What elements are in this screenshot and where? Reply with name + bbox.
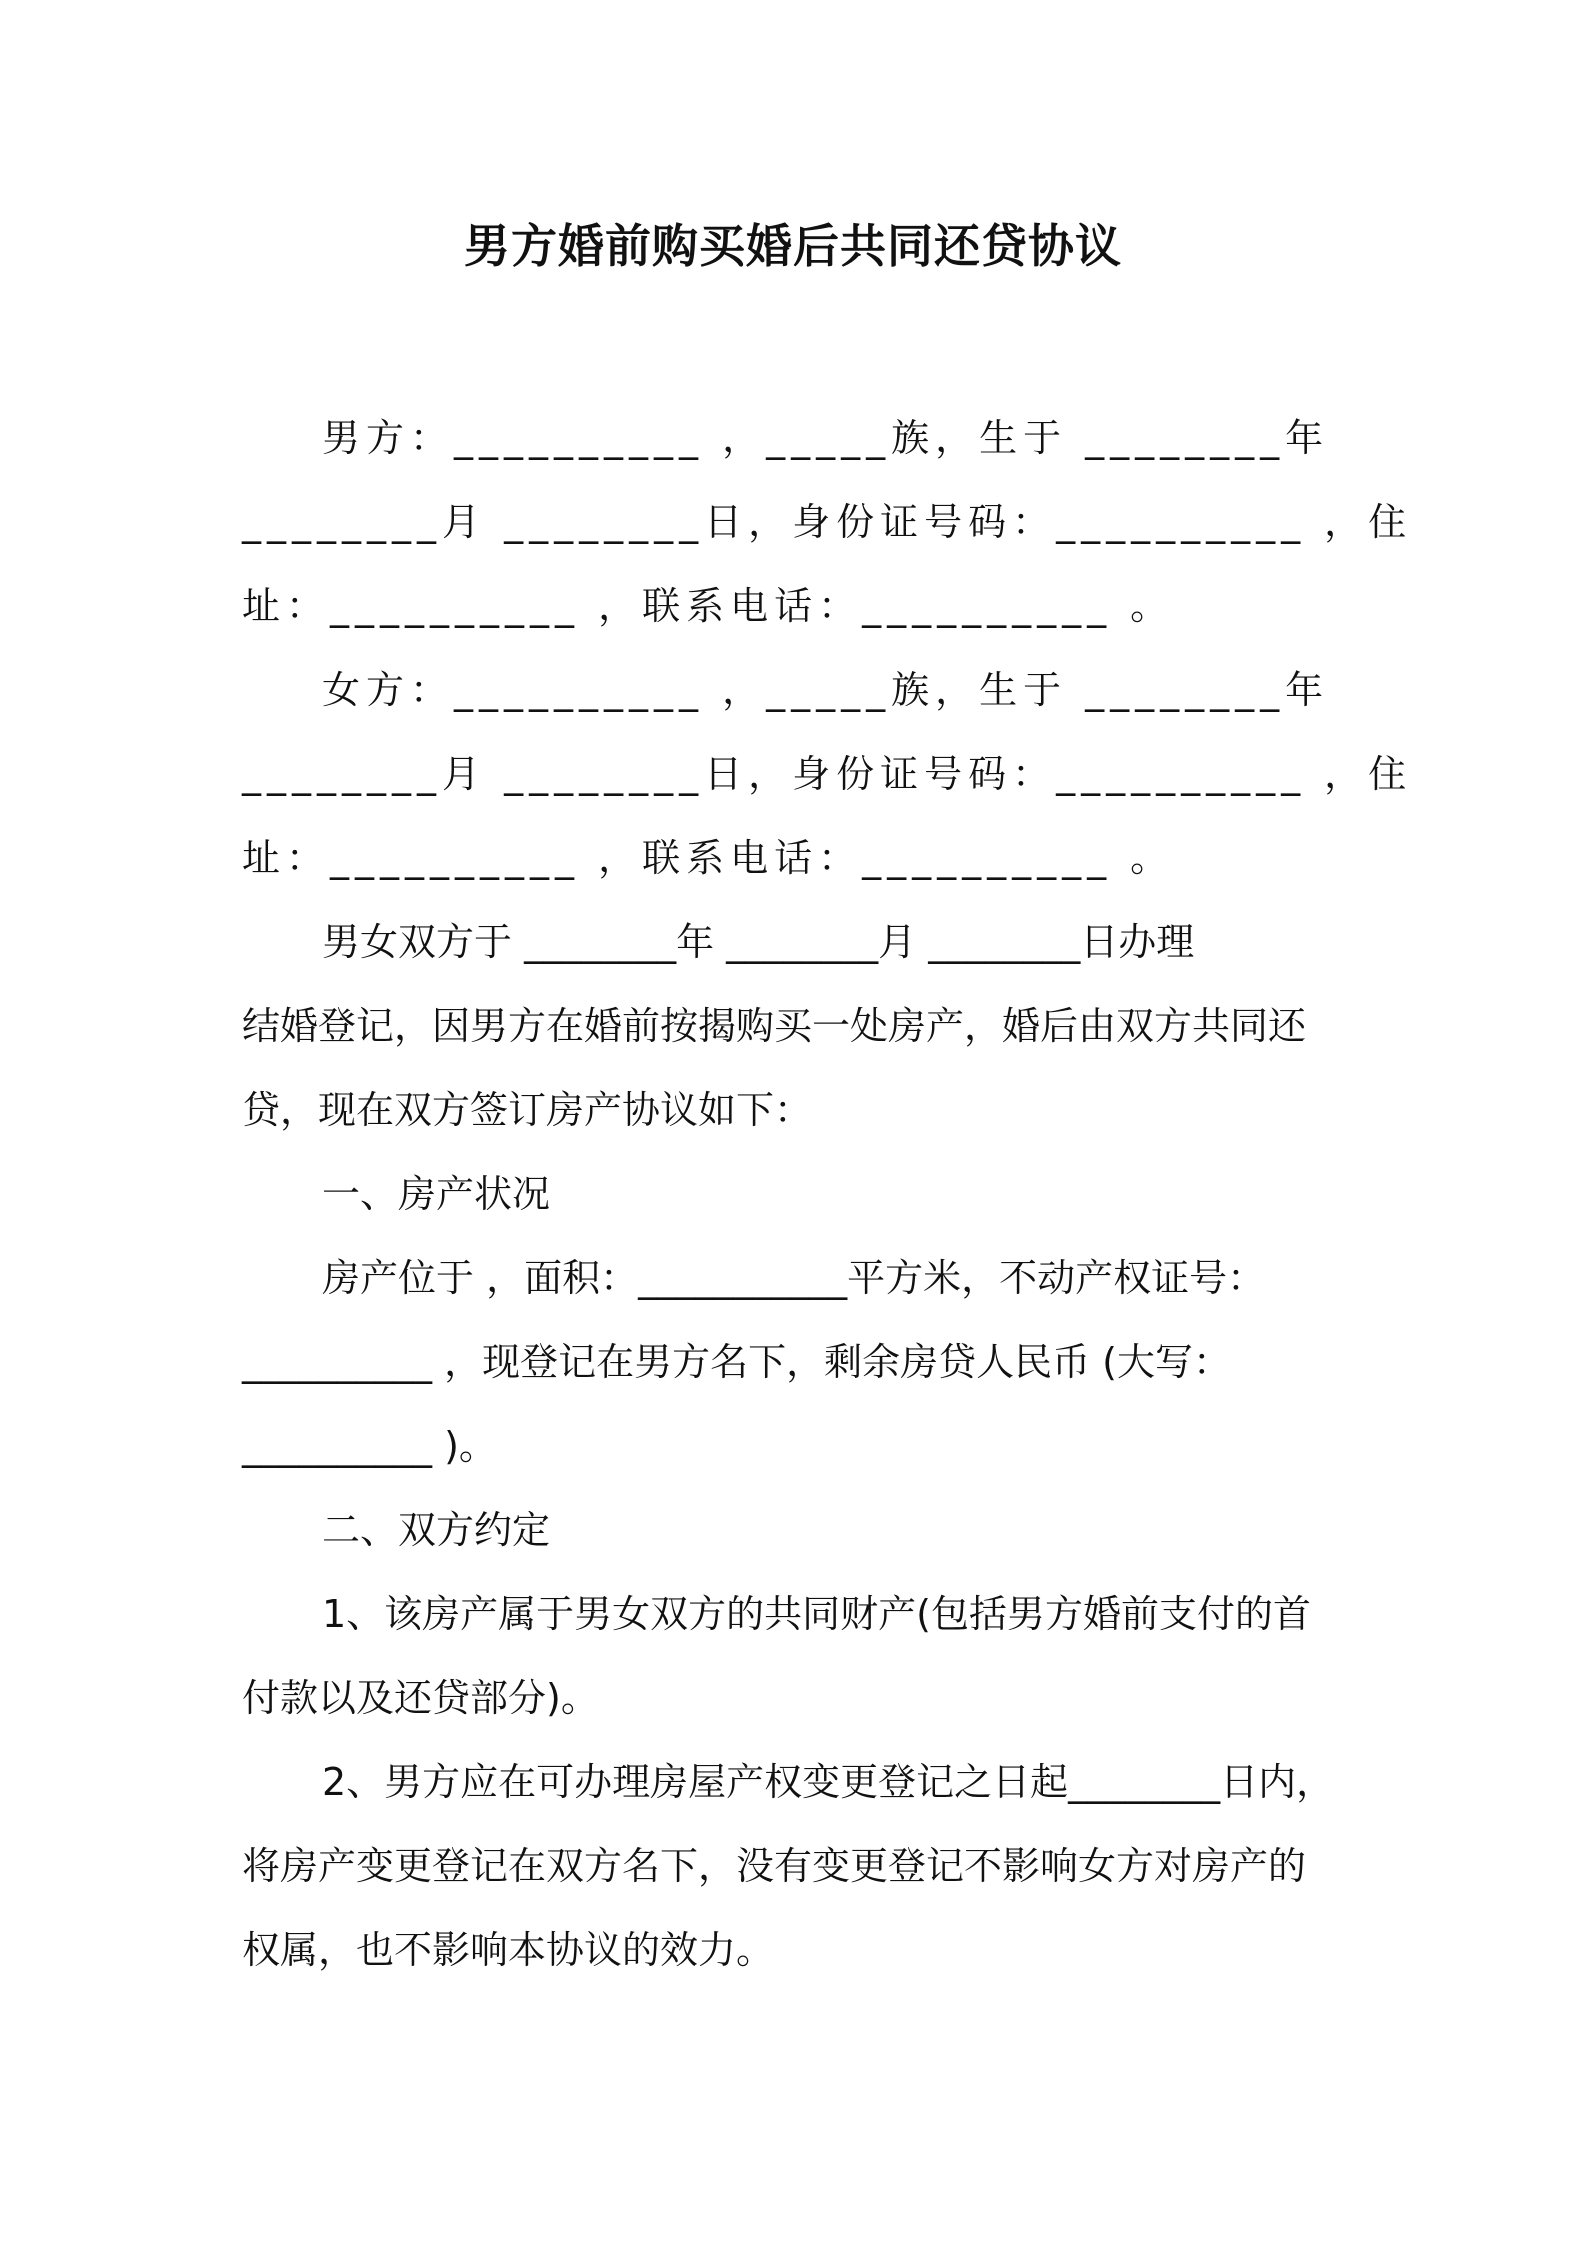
clause-2-line-2: 将房产变更登记在双方名下，没有变更登记不影响女方对房产的 xyxy=(242,1844,1307,1888)
clause-1-line-1: 1、该房产属于男女双方的共同财产(包括男方婚前支付的首 xyxy=(322,1592,1312,1636)
marriage-paragraph-line-3: 贷，现在双方签订房产协议如下： xyxy=(242,1088,813,1132)
section-heading-agreement: 二、双方约定 xyxy=(322,1508,551,1552)
section-heading-property: 一、房产状况 xyxy=(322,1172,551,1216)
male-party-line-1: 男方：__________ ，_____族，生于 ________年 xyxy=(322,416,1330,460)
property-line-1: 房产位于 ，面积：___________平方米，不动产权证号： xyxy=(322,1256,1266,1300)
property-line-2: __________ ，现登记在男方名下，剩余房贷人民币 (大写： xyxy=(242,1340,1231,1384)
female-party-line-1: 女方：__________ ，_____族，生于 ________年 xyxy=(322,668,1330,712)
clause-2-line-3: 权属，也不影响本协议的效力。 xyxy=(242,1928,775,1972)
clause-1-line-2: 付款以及还贷部分)。 xyxy=(242,1676,599,1720)
marriage-paragraph-line-1: 男女双方于 ________年 ________月 ________日办理 xyxy=(322,920,1195,964)
document-title: 男方婚前购买婚后共同还贷协议 xyxy=(464,219,1122,273)
male-party-line-2: ________月 ________日，身份证号码：__________ ，住 xyxy=(242,500,1413,544)
property-line-3: __________ )。 xyxy=(242,1424,497,1468)
female-party-line-2: ________月 ________日，身份证号码：__________ ，住 xyxy=(242,752,1413,796)
marriage-paragraph-line-2: 结婚登记，因男方在婚前按揭购买一处房产，婚后由双方共同还 xyxy=(242,1004,1307,1048)
clause-2-line-1: 2、男方应在可办理房屋产权变更登记之日起________日内， xyxy=(322,1760,1335,1804)
male-party-line-3: 址：__________ ，联系电话：__________ 。 xyxy=(242,584,1175,628)
female-party-line-3: 址：__________ ，联系电话：__________ 。 xyxy=(242,836,1175,880)
